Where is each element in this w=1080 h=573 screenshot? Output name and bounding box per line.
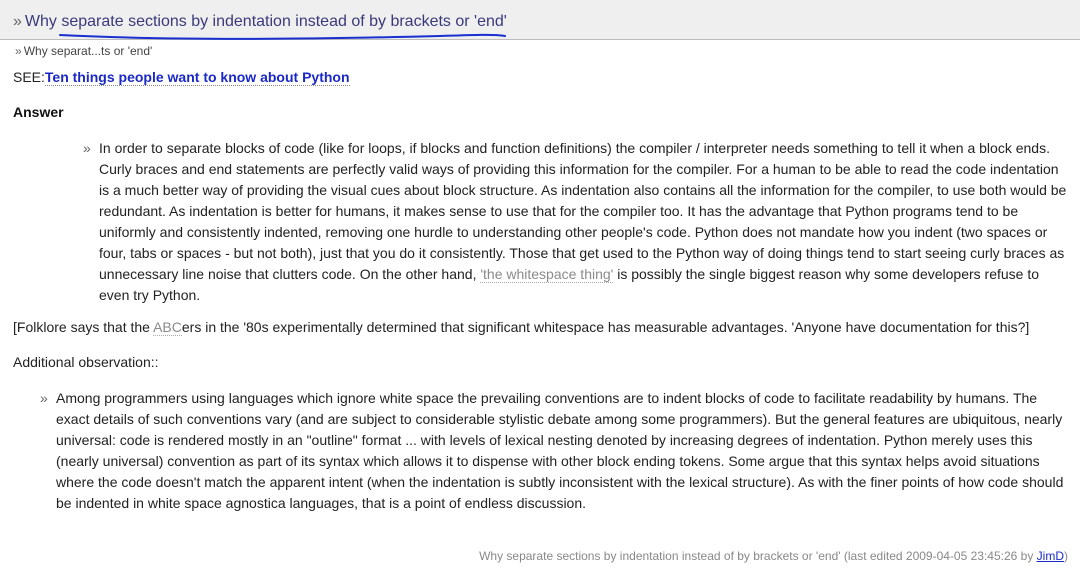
folklore-before: [Folklore says that the (13, 319, 154, 335)
page-header (0, 0, 1080, 40)
observation-text: Among programmers using languages which ignore white space the prevailing conventions are to indent blocks of code to facilitate readability by humans. The exact details of such conventions vary (and are subject to considerable stylistic debate among some programmers). But the general features are ubiquitous, nearly universal: code is rendered mostly in an "outline" format ... with levels of lexical nesting denoted by increasing degrees of indentation. Python merely uses this (nearly universal) convention as part of its syntax which allows it to dispense with other block ending tokens. Some argue that this syntax helps avoid situations where the code doesn't match the apparent intent (when the indentation is subtly inconsistent with the lexical structure). As with the finer points of how code should be indented in white space agnostica languages, that is a point of endless discussion. (56, 390, 1064, 511)
folklore-paragraph (13, 319, 1029, 335)
folklore-after: ers in the '80s experimentally determined that significant whitespace has measurable advantages. 'Anyone have documentation for this?] (181, 319, 1030, 335)
answer-text-after: is possibly the single biggest reason why some developers refuse to even try Python. (99, 266, 1040, 303)
breadcrumb-link[interactable]: Why separat...ts or 'end' (23, 44, 153, 58)
footer-text: Why separate sections by indentation instead of by brackets or 'end' (last edited 2009-04-05 23:45:26 by (479, 549, 1037, 563)
answer-text-before: In order to separate blocks of code (like for loops, if blocks and function definitions) the compiler / interpreter needs something to tell it when a block ends. Curly braces and end statements are perfectly valid ways of providing this information for the compiler. For a human to be able to read the code indentation is a much better way of providing the visual cues about block structure. As indentation also contains all the information for the compiler, to use both would be redundant. As indentation is better for humans, it makes sense to use that for the compiler too. It has the advantage that Python programs tend to be uniformly and consistently indented, removing one hurdle to understanding other people's code. Python does not mandate how you indent (two spaces or four, tabs or spaces - but not both), just that you do it consistently. Those that get used to the Python way of doing things tend to start seeing curly braces as unnecessary line noise that clutters code. On the other hand, (99, 140, 1067, 282)
raquo-bullet-icon: » (83, 140, 91, 156)
footer-close: ) (1064, 549, 1068, 563)
answer-paragraph (83, 138, 1071, 306)
abc-link[interactable]: ABC (153, 319, 182, 335)
raquo-icon: » (15, 44, 22, 58)
see-also-link[interactable]: Ten things people want to know about Python (44, 69, 350, 85)
whitespace-thing-link[interactable]: 'the whitespace thing' (480, 266, 614, 282)
raquo-bullet-icon: » (40, 390, 48, 406)
page-title-text: Why separate sections by indentation instead of by brackets or 'end' (24, 13, 507, 30)
see-prefix: SEE: (13, 69, 45, 85)
breadcrumb[interactable] (15, 44, 152, 58)
raquo-icon: » (13, 13, 22, 30)
page-title[interactable] (13, 13, 507, 31)
observation-paragraph (40, 388, 1070, 514)
author-link[interactable]: JimD (1036, 549, 1064, 563)
see-also (13, 69, 350, 85)
page-footer (479, 549, 1068, 563)
additional-observation-heading: Additional observation:: (13, 354, 159, 370)
answer-heading: Answer (13, 104, 64, 120)
